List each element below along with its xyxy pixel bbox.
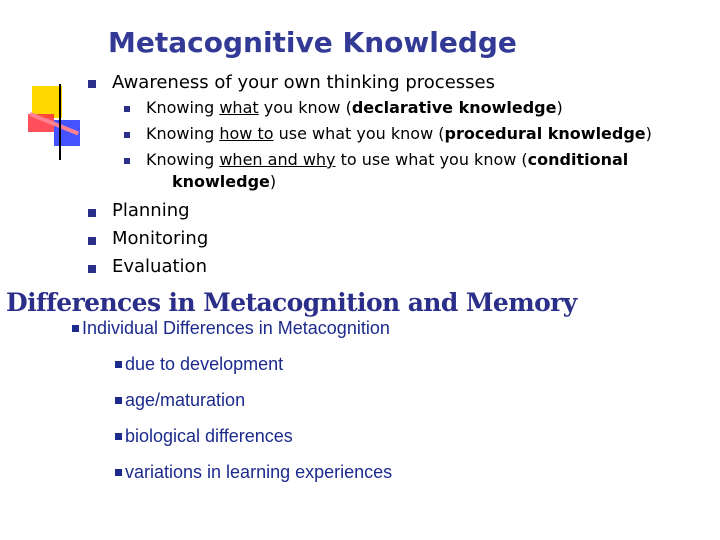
bullet-planning: Planning: [112, 200, 190, 221]
overlay-level2-item: [115, 426, 293, 447]
bullet-marker: [88, 80, 96, 88]
overlay-level2-text: due to development: [125, 354, 284, 374]
sub-bullet-conditional-line2: [172, 172, 276, 192]
overlay-level2-item: [115, 390, 245, 411]
bullet-evaluation: Evaluation: [112, 256, 207, 277]
sub-bullet-conditional: [146, 150, 628, 170]
text-segment: Knowing: [146, 98, 220, 117]
bullet-marker: [115, 433, 122, 440]
underlined-word: when and why: [219, 150, 336, 169]
underlined-word: how to: [219, 124, 274, 143]
differences-heading: Differences in Metacognition and Memory: [6, 288, 577, 317]
text-segment: Knowing: [146, 124, 220, 143]
text-segment: you know (: [258, 98, 352, 117]
sub-bullet-marker: [124, 158, 130, 164]
bullet-marker: [88, 265, 96, 273]
bullet-awareness: Awareness of your own thinking processes: [112, 72, 495, 93]
text-segment: ): [645, 124, 652, 143]
bullet-marker: [88, 237, 96, 245]
bold-term: declarative knowledge: [351, 98, 557, 117]
overlay-level2-text: age/maturation: [125, 390, 246, 410]
sub-bullet-marker: [124, 132, 130, 138]
bullet-marker: [72, 325, 79, 332]
bullet-marker: [88, 209, 96, 217]
bullet-marker: [115, 397, 122, 404]
decorative-squares: [28, 84, 88, 164]
text-segment: ): [269, 172, 277, 191]
bold-term: conditional: [527, 150, 629, 169]
bullet-monitoring: Monitoring: [112, 228, 209, 249]
vertical-line: [59, 84, 61, 160]
overlay-level2-item: [115, 354, 283, 375]
text-segment: ): [556, 98, 563, 117]
text-segment: to use what you know (: [335, 150, 528, 169]
underlined-word: what: [219, 98, 259, 117]
sub-bullet-marker: [124, 106, 130, 112]
overlay-level2-text: variations in learning experiences: [125, 462, 393, 482]
text-segment: Knowing: [146, 150, 220, 169]
text-segment: use what you know (: [273, 124, 445, 143]
sub-bullet-declarative: [146, 98, 563, 118]
bold-term: procedural knowledge: [444, 124, 646, 143]
bullet-marker: [115, 469, 122, 476]
overlay-level2-text: biological differences: [125, 426, 293, 446]
slide-title: Metacognitive Knowledge: [108, 26, 517, 59]
overlay-level1-text: Individual Differences in Metacognition: [82, 318, 390, 338]
bold-term: knowledge: [172, 172, 270, 191]
overlay-level2-item: [115, 462, 392, 483]
sub-bullet-procedural: [146, 124, 652, 144]
overlay-level1-item: [72, 318, 390, 339]
bullet-marker: [115, 361, 122, 368]
